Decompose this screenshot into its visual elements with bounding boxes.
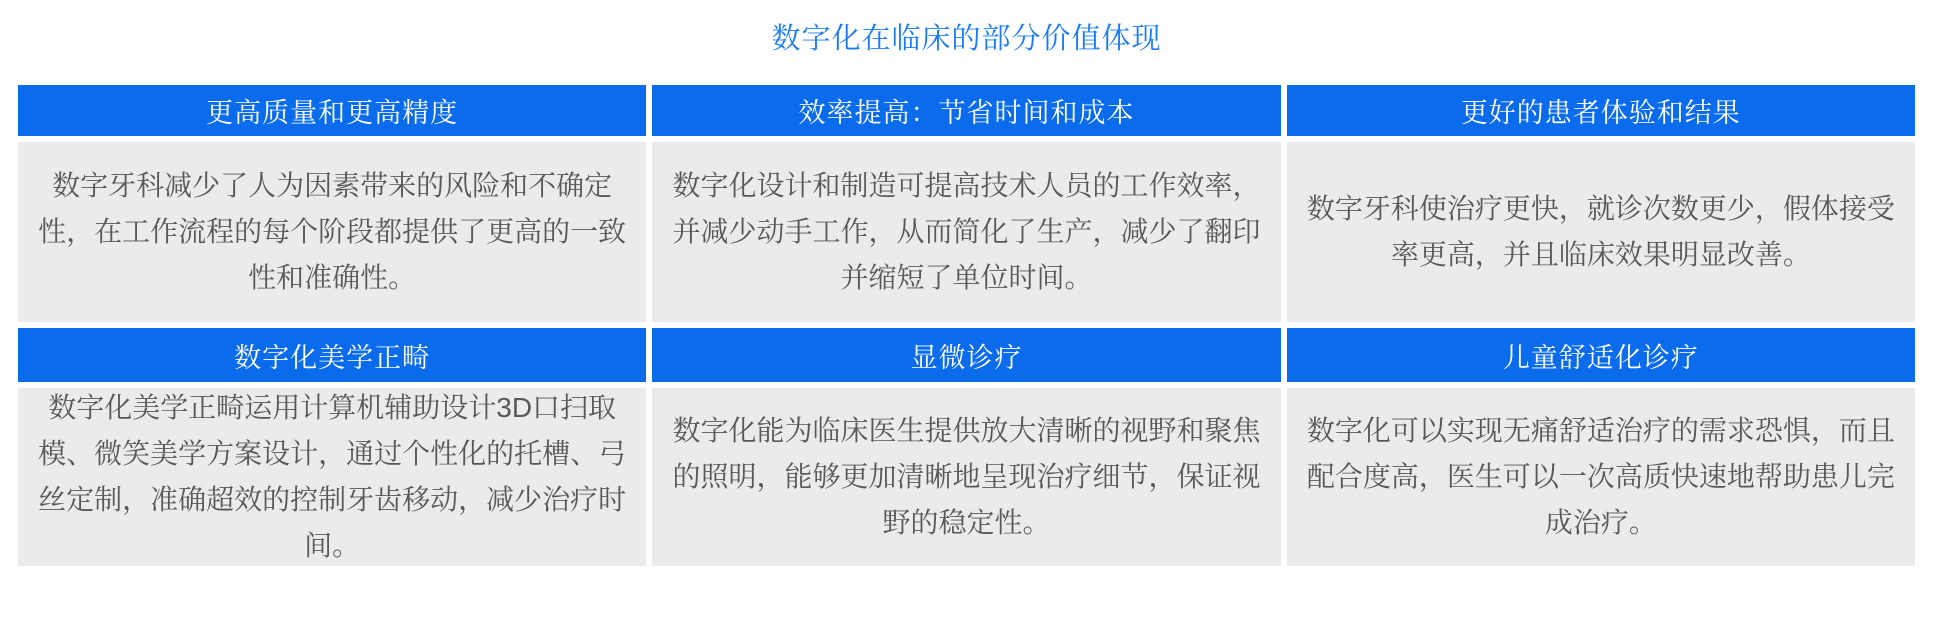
body-cell-patient-experience: 数字牙科使治疗更快，就诊次数更少，假体接受率更高，并且临床效果明显改善。 xyxy=(1287,142,1915,322)
body-cell-children-comfort-treatment: 数字化可以实现无痛舒适治疗的需求恐惧，而且配合度高，医生可以一次高质快速地帮助患儿完成治疗。 xyxy=(1287,388,1915,566)
header-cell-patient-experience: 更好的患者体验和结果 xyxy=(1287,85,1915,136)
header-cell-microscopic-treatment: 显微诊疗 xyxy=(652,328,1280,382)
body-cell-quality-precision: 数字牙科减少了人为因素带来的风险和不确定性，在工作流程的每个阶段都提供了更高的一致性和准确性。 xyxy=(18,142,646,322)
header-cell-quality-precision: 更高质量和更高精度 xyxy=(18,85,646,136)
body-cell-microscopic-treatment: 数字化能为临床医生提供放大清晰的视野和聚焦的照明，能够更加清晰地呈现治疗细节，保证视野的稳定性。 xyxy=(652,388,1280,566)
page-title: 数字化在临床的部分价值体现 xyxy=(771,23,1162,55)
body-cell-aesthetic-orthodontics: 数字化美学正畸运用计算机辅助设计3D口扫取模、微笑美学方案设计，通过个性化的托槽、弓丝定制，准确超效的控制牙齿移动，减少治疗时间。 xyxy=(18,388,646,566)
value-table xyxy=(18,85,1915,566)
body-cell-efficiency: 数字化设计和制造可提高技术人员的工作效率，并减少动手工作，从而简化了生产，减少了翻印并缩短了单位时间。 xyxy=(652,142,1280,322)
header-cell-efficiency: 效率提高：节省时间和成本 xyxy=(652,85,1280,136)
header-cell-children-comfort-treatment: 儿童舒适化诊疗 xyxy=(1287,328,1915,382)
header-cell-aesthetic-orthodontics: 数字化美学正畸 xyxy=(18,328,646,382)
